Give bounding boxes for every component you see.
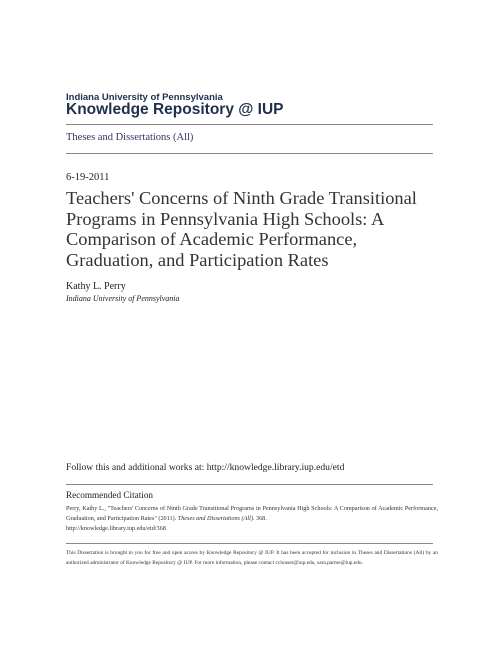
follow-prefix: Follow this and additional works at: — [66, 462, 207, 473]
citation-heading: Recommended Citation — [66, 490, 154, 500]
access-notice — [66, 549, 438, 568]
institution-name: Indiana University of Pennsylvania — [66, 92, 223, 103]
notice-body: This Dissertation is brought to you for free and open access by Knowledge Repository @ IUP. It has been accepted for inclusion in Theses and Dissertations (All) by an authorized administrator of Knowledge Repository @ IUP. For more information, please contact — [66, 550, 438, 566]
contact-email-2[interactable]: sara.parme@iup.edu — [317, 559, 362, 566]
follow-divider — [66, 484, 433, 485]
citation-link[interactable]: http://knowledge.library.iup.edu/etd/368 — [66, 524, 166, 532]
document-title: Teachers' Concerns of Ninth Grade Transitional Programs in Pennsylvania High Schools: A Comparison of Academic Performance, Graduation, and Participation Rates — [66, 188, 417, 270]
citation-text — [66, 504, 438, 533]
follow-line — [66, 462, 344, 473]
follow-link[interactable]: http://knowledge.library.iup.edu/etd — [206, 462, 345, 473]
citation-body: Perry, Kathy L., "Teachers' Concerns of Ninth Grade Transitional Programs in Pennsylvania High Schools: A Comparison of Academic Performance, Graduation, and Participation Rates" (2011). — [66, 505, 438, 522]
repository-name[interactable]: Knowledge Repository @ IUP — [66, 101, 284, 118]
notice-end: . — [361, 559, 363, 566]
author-name: Kathy L. Perry — [66, 281, 126, 292]
author-affiliation: Indiana University of Pennsylvania — [66, 294, 180, 303]
publication-date: 6-19-2011 — [66, 172, 110, 183]
contact-email-1[interactable]: cclouser@iup.edu — [275, 559, 315, 566]
citation-divider — [66, 543, 433, 544]
citation-series: Theses and Dissertations (All) — [177, 514, 253, 522]
collection-link[interactable]: Theses and Dissertations (All) — [66, 132, 194, 143]
notice-separator: , — [314, 559, 318, 566]
citation-number: . 368. — [252, 514, 267, 522]
header-divider — [66, 124, 433, 125]
collection-divider — [66, 153, 433, 154]
